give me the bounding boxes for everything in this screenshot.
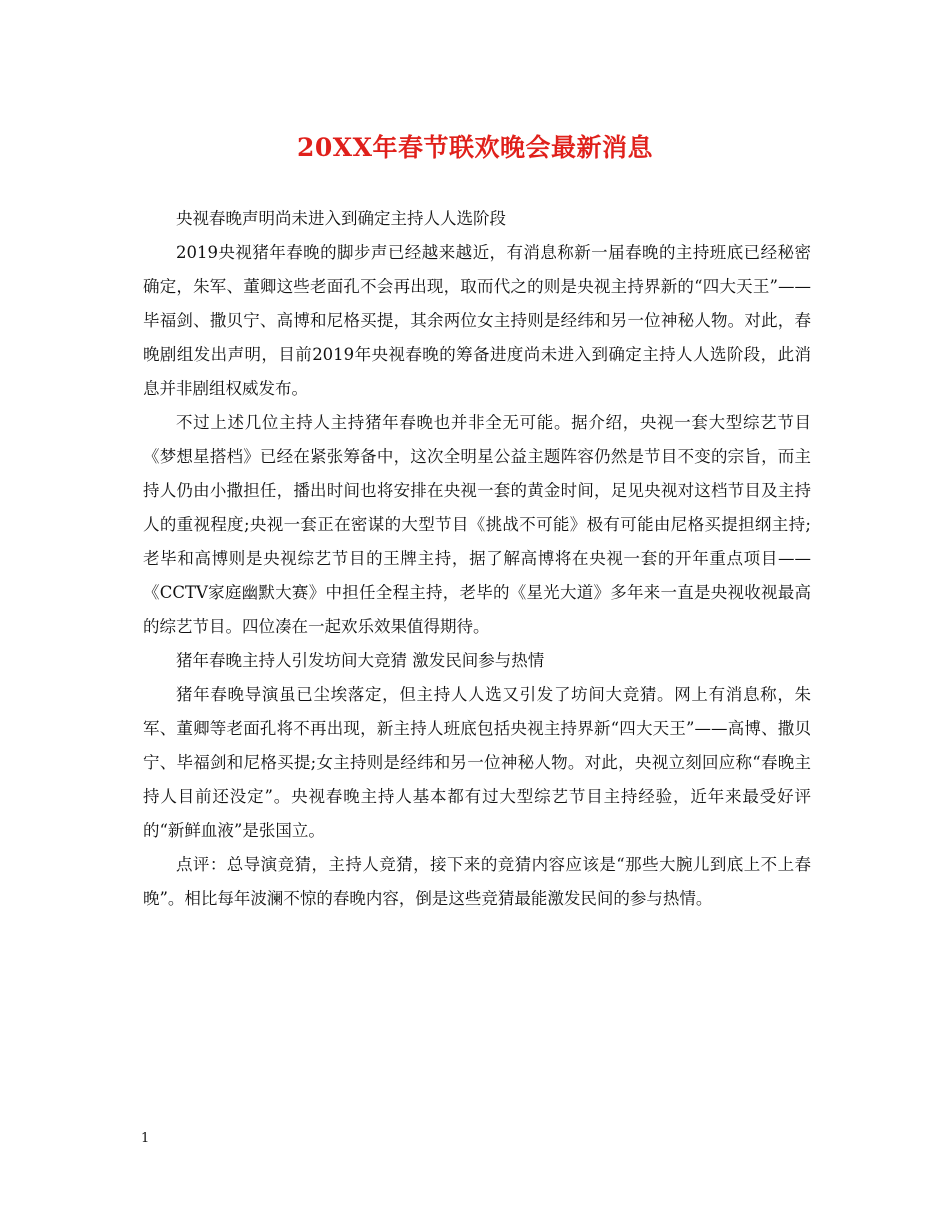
paragraph-comment: 点评：总导演竞猜，主持人竞猜，接下来的竞猜内容应该是“那些大腕儿到底上不上春晚”。相比每年波澜不惊的春晚内容，倒是这些竞猜最能激发民间的参与热情。 bbox=[143, 855, 811, 908]
document-body bbox=[143, 202, 811, 916]
paragraph-subheading-1: 央视春晚声明尚未进入到确定主持人人选阶段 bbox=[176, 209, 506, 228]
page-number: 1 bbox=[141, 1131, 150, 1146]
paragraph: 2019央视猪年春晚的脚步声已经越来越近，有消息称新一届春晚的主持班底已经秘密确定，朱军、董卿这些老面孔不会再出现，取而代之的则是央视主持界新的“四大天王”——毕福剑、撒贝宁、高博和尼格买提，其余两位女主持则是经纬和另一位神秘人物。对此，春晚剧组发出声明，目前2019年央视春晚的筹备进度尚未进入到确定主持人人选阶段，此消息并非剧组权威发布。 bbox=[143, 243, 811, 398]
paragraph: 不过上述几位主持人主持猪年春晚也并非全无可能。据介绍，央视一套大型综艺节目《梦想星搭档》已经在紧张筹备中，这次全明星公益主题阵容仍然是节目不变的宗旨，而主持人仍由小撒担任，播出时间也将安排在央视一套的黄金时间，足见央视对这档节目及主持人的重视程度;央视一套正在密谋的大型节目《挑战不可能》极有可能由尼格买提担纲主持;老毕和高博则是央视综艺节目的王牌主持，据了解高博将在央视一套的开年重点项目——《CCTV家庭幽默大赛》中担任全程主持，老毕的《星光大道》多年来一直是央视收视最高的综艺节目。四位凑在一起欢乐效果值得期待。 bbox=[143, 413, 811, 636]
paragraph-subheading-2: 猪年春晚主持人引发坊间大竞猜 激发民间参与热情 bbox=[176, 651, 545, 670]
document-title: 20XX年春节联欢晚会最新消息 bbox=[296, 133, 654, 162]
paragraph: 猪年春晚导演虽已尘埃落定，但主持人人选又引发了坊间大竞猜。网上有消息称，朱军、董卿等老面孔将不再出现，新主持人班底包括央视主持界新“四大天王”——高博、撒贝宁、毕福剑和尼格买提;女主持则是经纬和另一位神秘人物。对此，央视立刻回应称“春晚主持人目前还没定”。央视春晚主持人基本都有过大型综艺节目主持经验，近年来最受好评的“新鲜血液”是张国立。 bbox=[143, 685, 811, 840]
